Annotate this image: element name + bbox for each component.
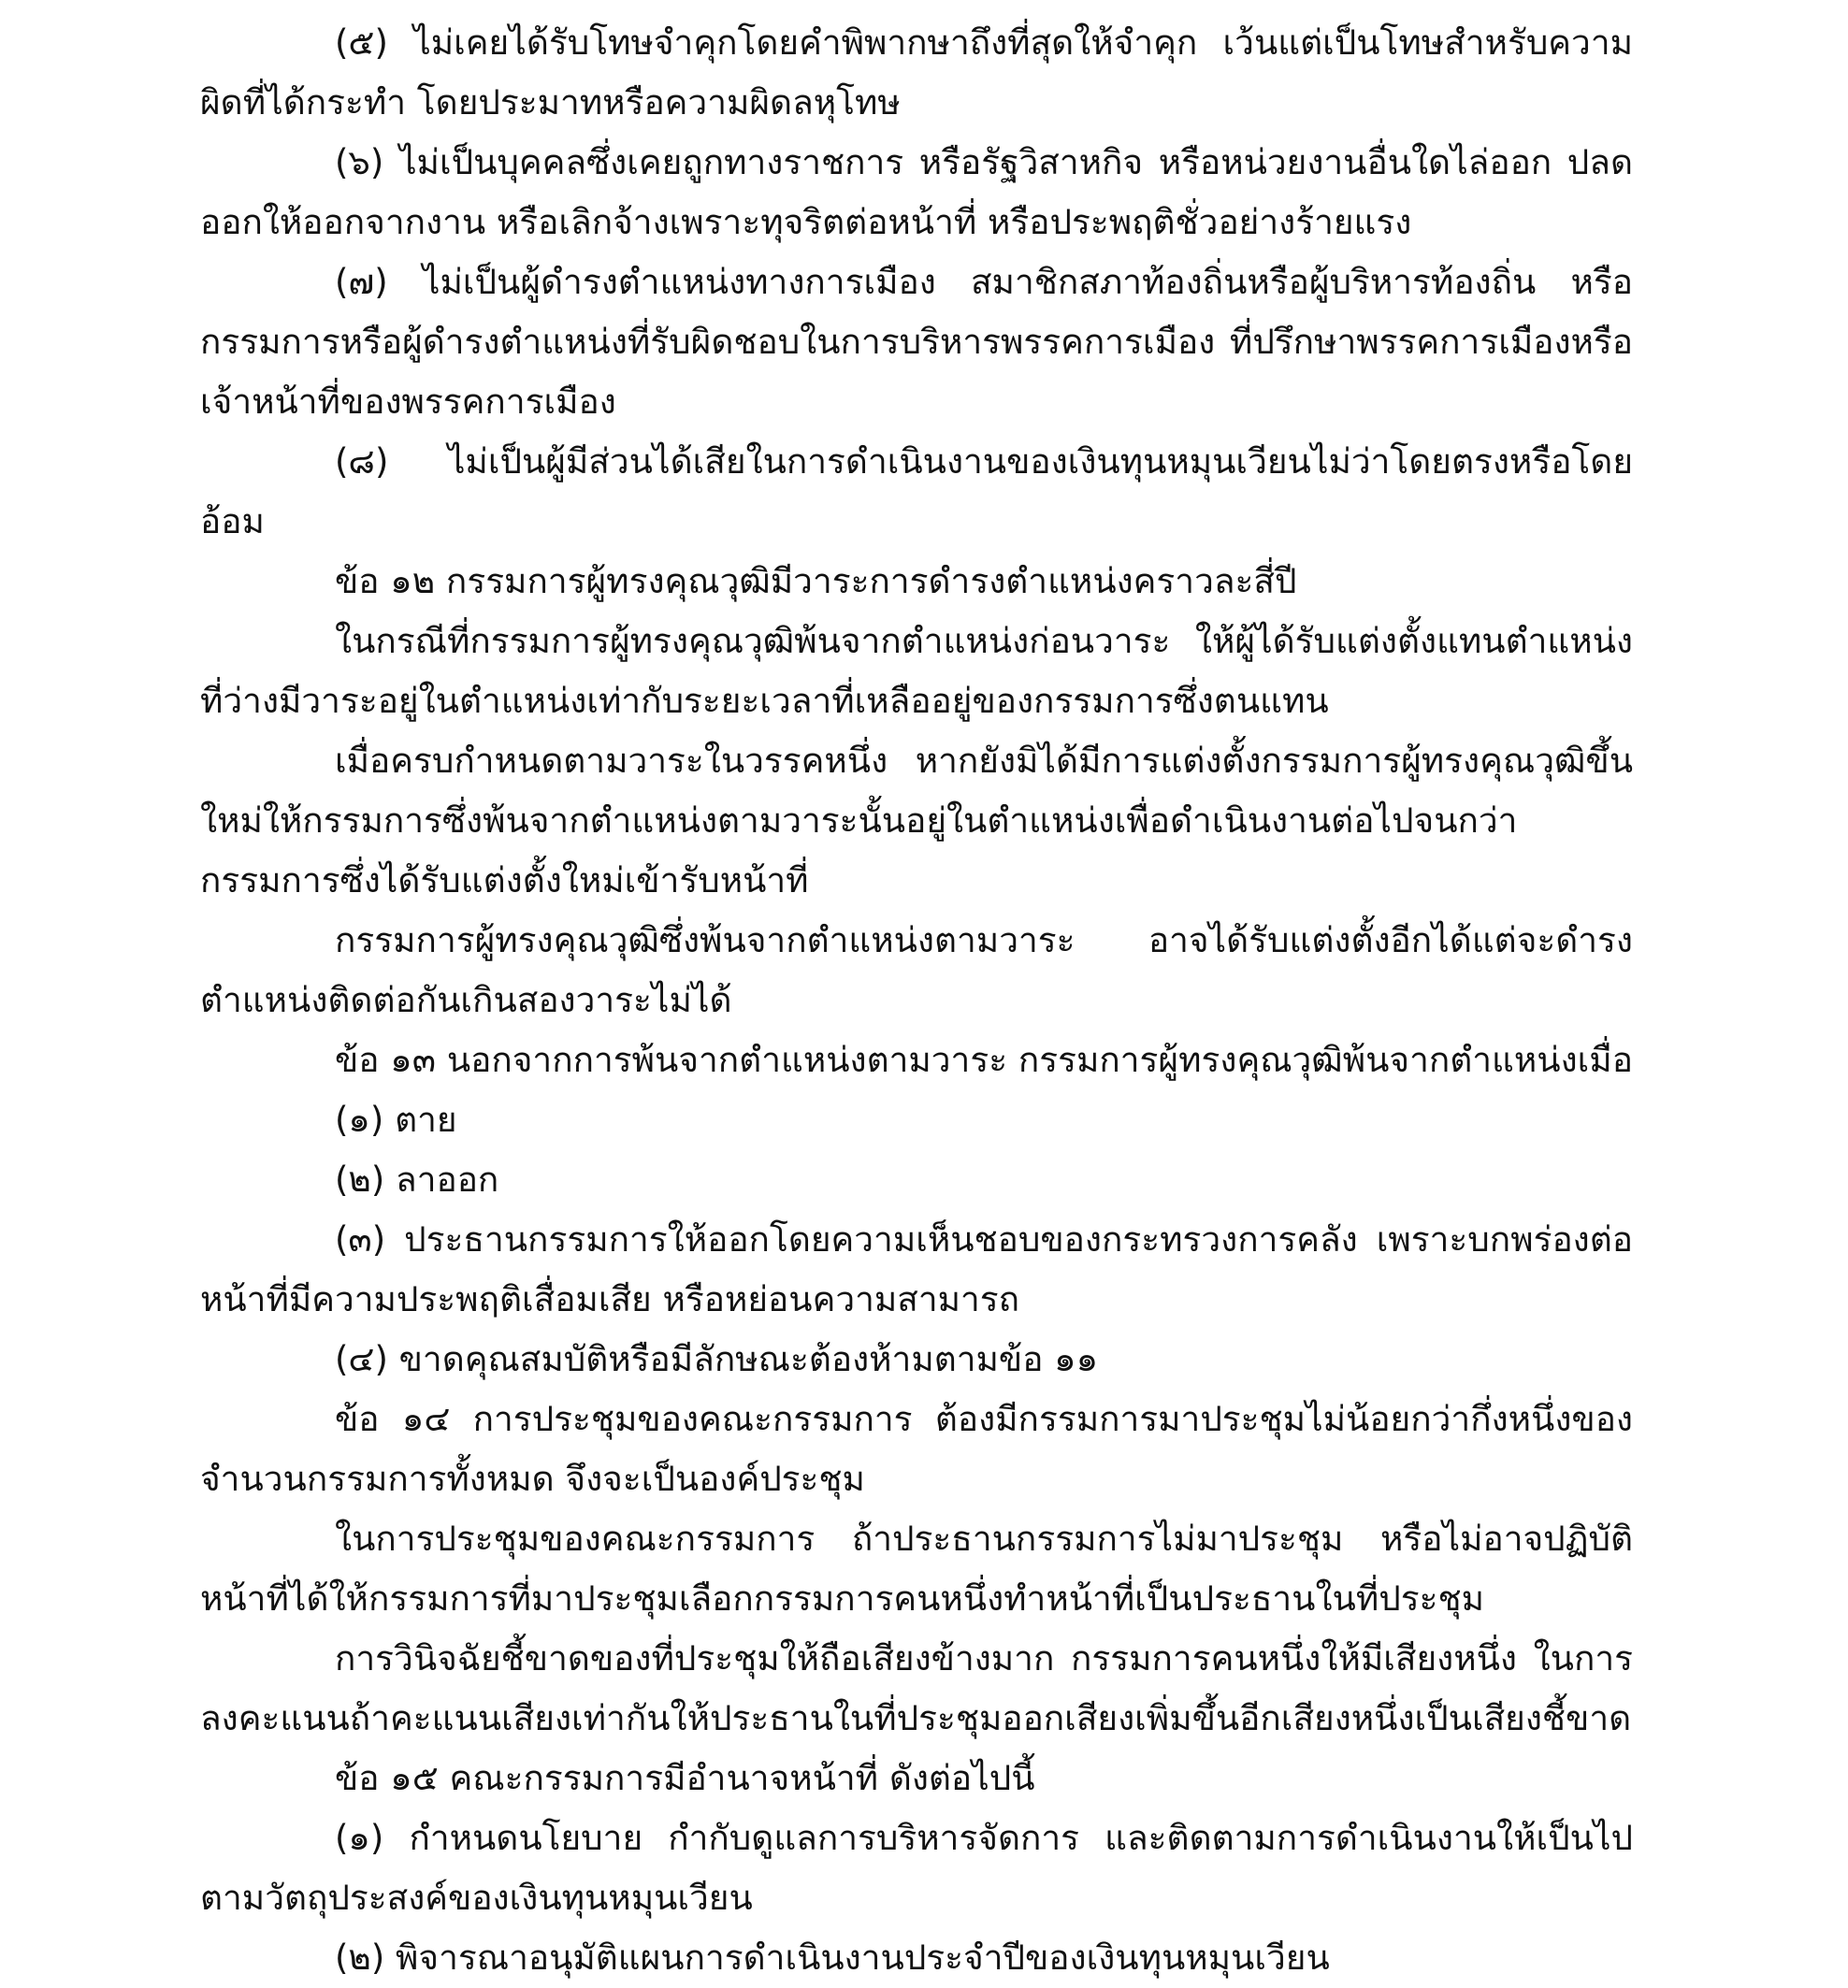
clause-15-item-1: (๑) กำหนดนโยบาย กำกับดูแลการบริหารจัดการ และติดตามการดำเนินงานให้เป็นไปตามวัตถุประสงค์ของเงินทุนหมุนเวียน <box>200 1818 1633 1918</box>
clause-13-item-2: (๒) ลาออก <box>335 1160 499 1200</box>
clause-14-heading: ข้อ ๑๔ การประชุมของคณะกรรมการ ต้องมีกรรมการมาประชุมไม่น้อยกว่ากึ่งหนึ่งของจำนวนกรรมการทั้งหมด จึงจะเป็นองค์ประชุม <box>200 1399 1633 1499</box>
document-page <box>200 13 1633 1988</box>
clause-12-paragraph-4: กรรมการผู้ทรงคุณวุฒิซึ่งพ้นจากตำแหน่งตามวาระ อาจได้รับแต่งตั้งอีกได้แต่จะดำรงตำแหน่งติดต่อกันเกินสองวาระไม่ได้ <box>200 920 1633 1020</box>
clause-15-item-2: (๒) พิจารณาอนุมัติแผนการดำเนินงานประจำปีของเงินทุนหมุนเวียน <box>335 1938 1330 1978</box>
clause-12-paragraph-3: เมื่อครบกำหนดตามวาระในวรรคหนึ่ง หากยังมิได้มีการแต่งตั้งกรรมการผู้ทรงคุณวุฒิขึ้นใหม่ให้กรรมการซึ่งพ้นจากตำแหน่งตามวาระนั้นอยู่ในตำแหน่งเพื่อดำเนินงานต่อไปจนกว่ากรรมการซึ่งได้รับแต่งตั้งใหม่เข้ารับหน้าที่ <box>200 741 1633 900</box>
clause-13-heading: ข้อ ๑๓ นอกจากการพ้นจากตำแหน่งตามวาระ กรรมการผู้ทรงคุณวุฒิพ้นจากตำแหน่งเมื่อ <box>335 1040 1633 1080</box>
clause-13-item-4: (๔) ขาดคุณสมบัติหรือมีลักษณะต้องห้ามตามข้อ ๑๑ <box>335 1339 1099 1379</box>
clause-13-item-3: (๓) ประธานกรรมการให้ออกโดยความเห็นชอบของกระทรวงการคลัง เพราะบกพร่องต่อหน้าที่มีความประพฤติเสื่อมเสีย หรือหย่อนความสามารถ <box>200 1219 1633 1319</box>
clause-12-paragraph-2: ในกรณีที่กรรมการผู้ทรงคุณวุฒิพ้นจากตำแหน่งก่อนวาระ ให้ผู้ได้รับแต่งตั้งแทนตำแหน่งที่ว่างมีวาระอยู่ในตำแหน่งเท่ากับระยะเวลาที่เหลืออยู่ของกรรมการซึ่งตนแทน <box>200 621 1633 721</box>
clause-11-item-6: (๖) ไม่เป็นบุคคลซึ่งเคยถูกทางราชการ หรือรัฐวิสาหกิจ หรือหน่วยงานอื่นใดไล่ออก ปลดออกให้ออกจากงาน หรือเลิกจ้างเพราะทุจริตต่อหน้าที่ หรือประพฤติชั่วอย่างร้ายแรง <box>200 142 1633 242</box>
clause-11-item-8: (๘) ไม่เป็นผู้มีส่วนได้เสียในการดำเนินงานของเงินทุนหมุนเวียนไม่ว่าโดยตรงหรือโดยอ้อม <box>200 441 1633 541</box>
clause-14-paragraph-2: ในการประชุมของคณะกรรมการ ถ้าประธานกรรมการไม่มาประชุม หรือไม่อาจปฏิบัติหน้าที่ได้ให้กรรมการที่มาประชุมเลือกกรรมการคนหนึ่งทำหน้าที่เป็นประธานในที่ประชุม <box>200 1519 1633 1619</box>
clause-11-item-5: (๕) ไม่เคยได้รับโทษจำคุกโดยคำพิพากษาถึงที่สุดให้จำคุก เว้นแต่เป็นโทษสำหรับความผิดที่ได้กระทำ โดยประมาทหรือความผิดลหุโทษ <box>200 22 1633 122</box>
clause-15-heading: ข้อ ๑๕ คณะกรรมการมีอำนาจหน้าที่ ดังต่อไปนี้ <box>335 1758 1035 1798</box>
clause-13-item-1: (๑) ตาย <box>335 1100 457 1140</box>
clause-14-paragraph-3: การวินิจฉัยชี้ขาดของที่ประชุมให้ถือเสียงข้างมาก กรรมการคนหนึ่งให้มีเสียงหนึ่ง ในการลงคะแนนถ้าคะแนนเสียงเท่ากันให้ประธานในที่ประชุมออกเสียงเพิ่มขึ้นอีกเสียงหนึ่งเป็นเสียงชี้ขาด <box>200 1638 1633 1738</box>
clause-11-item-7: (๗) ไม่เป็นผู้ดำรงตำแหน่งทางการเมือง สมาชิกสภาท้องถิ่นหรือผู้บริหารท้องถิ่น หรือกรรมการหรือผู้ดำรงตำแหน่งที่รับผิดชอบในการบริหารพรรคการเมือง ที่ปรึกษาพรรคการเมืองหรือเจ้าหน้าที่ของพรรคการเมือง <box>200 262 1633 422</box>
clause-12-heading: ข้อ ๑๒ กรรมการผู้ทรงคุณวุฒิมีวาระการดำรงตำแหน่งคราวละสี่ปี <box>335 561 1297 601</box>
